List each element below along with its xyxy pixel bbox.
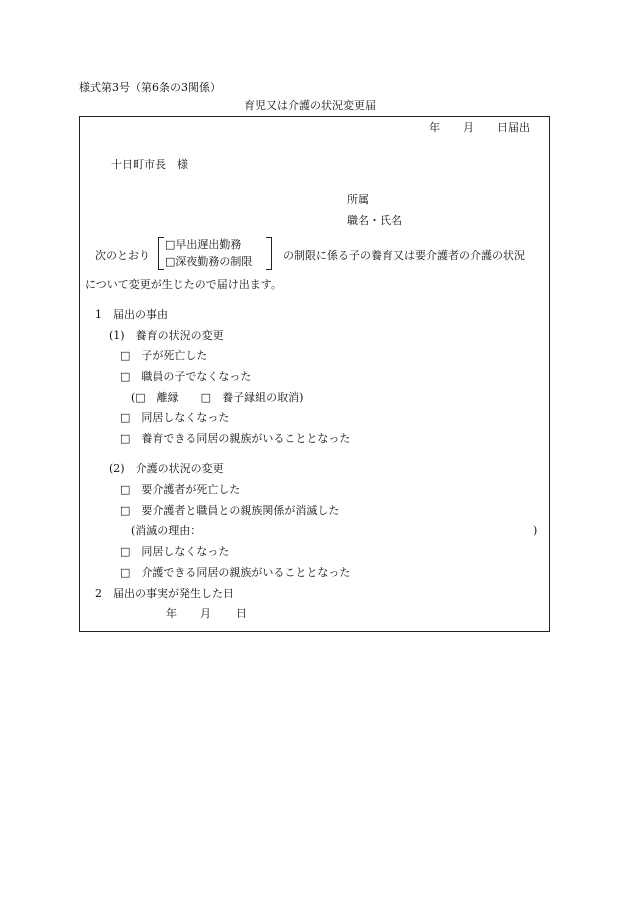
option-early-late-shift: □早出遅出勤務 [165, 238, 242, 251]
option-night-shift-limit: □深夜勤務の制限 [165, 255, 253, 268]
checkbox-child-died: □ 子が死亡した [120, 349, 208, 362]
addressee: 十日町市長 様 [111, 158, 188, 171]
reason-close-paren: ) [533, 524, 538, 537]
checkbox-no-longer-child: □ 職員の子でなくなった [120, 370, 252, 383]
form-title: 育児又は介護の状況変更届 [244, 99, 376, 112]
checkbox-relative-can-raise: □ 養育できる同居の親族がいることとなった [120, 432, 351, 445]
reason-label: (消滅の理由： [131, 524, 202, 537]
checkbox-relation-ended: □ 要介護者と職員との親族関係が消滅した [120, 504, 340, 517]
occurrence-month-label: 月 [200, 607, 211, 620]
sub1-heading: (1) 養育の状況の変更 [109, 329, 224, 342]
date-month-label: 月 [463, 121, 474, 134]
section2-heading: 2 届出の事実が発生した日 [95, 587, 234, 600]
occurrence-day-label: 日 [236, 607, 247, 620]
affiliation-label: 所属 [347, 193, 369, 206]
position-name-label: 職名・氏名 [347, 214, 402, 227]
section1-heading: 1 届出の事由 [95, 308, 168, 321]
occurrence-year-label: 年 [166, 607, 177, 620]
checkbox-no-cohabit-2: □ 同居しなくなった [120, 545, 230, 558]
intro-suffix: の制限に係る子の養育又は要介護者の介護の状況 [283, 249, 525, 262]
form-number: 様式第3号（第6条の3関係） [79, 81, 221, 94]
intro-line-2: について変更が生じたので届け出ます。 [85, 278, 282, 291]
checkbox-relative-can-care: □ 介護できる同居の親族がいることとなった [120, 566, 351, 579]
left-bracket [158, 237, 164, 270]
intro-prefix: 次のとおり [95, 249, 150, 262]
checkbox-person-died: □ 要介護者が死亡した [120, 483, 241, 496]
divorce-adoption-line: (□ 離縁 □ 養子縁組の取消) [131, 391, 304, 404]
sub2-heading: (2) 介護の状況の変更 [109, 462, 224, 475]
right-bracket [266, 237, 272, 270]
date-day-label: 日届出 [497, 121, 530, 134]
checkbox-no-cohabit-1: □ 同居しなくなった [120, 411, 230, 424]
date-year-label: 年 [429, 121, 440, 134]
